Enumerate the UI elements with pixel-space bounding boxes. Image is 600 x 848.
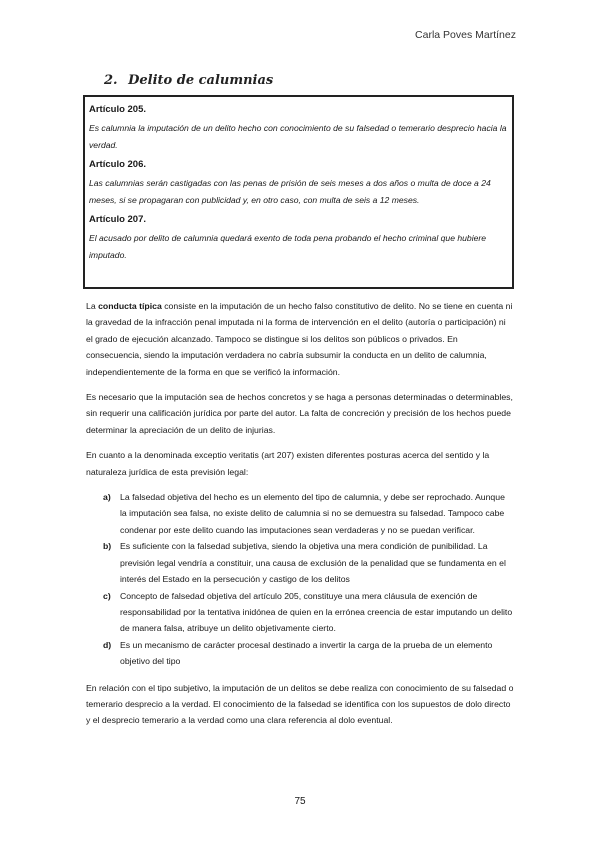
article-title: Artículo 207.: [89, 214, 147, 225]
list-item-label: a): [103, 492, 111, 503]
paragraph-bold-term: conducta típica: [98, 301, 162, 311]
article-title: Artículo 206.: [89, 159, 147, 170]
article-text: El acusado por delito de calumnia quedará exento de toda pena probando el hecho criminal que hubiere imputado.: [89, 233, 487, 260]
list-item: [86, 637, 514, 670]
body-text: [86, 298, 514, 738]
header-author: Carla Poves Martínez: [415, 29, 516, 41]
paragraph-tipo-subjetivo: En relación con el tipo subjetivo, la imputación de un delitos se debe realiza con conocimiento de su falsedad o temerario desprecio a la verdad. El conocimiento de la falsedad se identifica con los supuestos de dolo directo y el desprecio temerario a la verdad como una clara referencia al dolo eventual.: [86, 682, 514, 726]
articles-box: [83, 95, 514, 289]
list-item-text: La falsedad objetiva del hecho es un elemento del tipo de calumnia, y debe ser reprochado. Aunque la imputación sea falsa, no existe delito de calumnia si no se demuestra su falsedad. Tampoco cabe condenar por este delito cuando las imputaciones sean verdaderas y no se puedan verificar.: [120, 492, 505, 535]
list-item: [86, 538, 514, 587]
list-item-text: Concepto de falsedad objetiva del artículo 205, constituye una mera cláusula de exención de responsabilidad por la tentativa inidónea de quien en la errónea creencia de estar imputando un delito de manera falsa, atribuye un delito objetivamente cierto.: [120, 590, 513, 634]
paragraph-rest: consiste en la imputación de un hecho falso constitutivo de delito. No se tiene en cuenta ni la gravedad de la infracción penal imputada ni la forma de intervención en el delito (autoría o participación) ni el grado de ejecución alcanzado. Tampoco se distingue si los delitos son públicos o privados. En consecuencia, siendo la imputación verdadera no cabría subsumir la conducta en un delito de calumnia, independientemente de la forma en que se verificó la información.: [86, 301, 513, 377]
article-text: Es calumnia la imputación de un delito hecho con conocimiento de su falsedad o temerario desprecio hacia la verdad.: [89, 123, 507, 150]
list-item: [86, 489, 514, 538]
section-heading: [104, 73, 273, 88]
postures-list: [86, 489, 514, 669]
paragraph-imputacion: Es necesario que la imputación sea de hechos concretos y se haga a personas determinadas o determinables, sin requerir una calificación jurídica por parte del autor. La falta de concreción y precisión de los hechos puede determinar la apreciación de un delito de injurias.: [86, 392, 513, 435]
paragraph-prefix: La: [86, 301, 99, 311]
list-item-label: b): [103, 541, 112, 552]
list-item-label: d): [103, 639, 112, 650]
paragraph-exceptio-veritatis: En cuanto a la denominada exceptio veritatis (art 207) existen diferentes posturas acerca del sentido y la naturaleza jurídica de esta previsión legal:: [86, 450, 490, 477]
article-text: Las calumnias serán castigadas con las penas de prisión de seis meses a dos años o multa de doce a 24 meses, si se propagaran con publicidad y, en otro caso, con multa de seis a 12 meses.: [89, 178, 491, 205]
section-title: Delito de calumnias: [128, 73, 274, 88]
paragraph-conducta-tipica: [86, 298, 514, 380]
section-number: 2.: [104, 73, 118, 88]
list-item-label: c): [103, 590, 111, 601]
page-number: 75: [294, 796, 306, 807]
list-item: [86, 588, 514, 637]
list-item-text: Es suficiente con la falsedad subjetiva, siendo la objetiva una mera condición de punibilidad. La previsión legal vendría a constituir, una causa de exclusión de la penalidad que se fundamenta en el interés del Estado en la persecución y castigo de los delitos: [120, 541, 506, 585]
list-item-text: Es un mecanismo de carácter procesal destinado a invertir la carga de la prueba de un elemento objetivo del tipo: [120, 639, 493, 667]
article-title: Artículo 205.: [89, 104, 147, 115]
